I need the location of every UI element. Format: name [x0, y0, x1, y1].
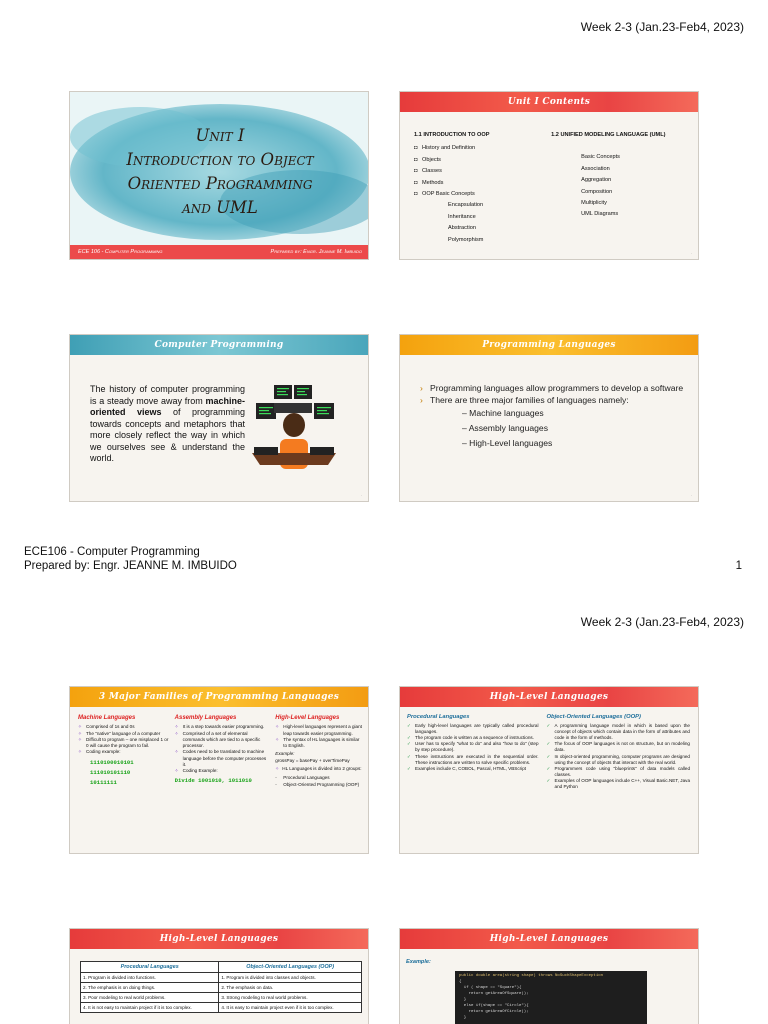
contents-subitem	[448, 223, 551, 234]
example-label: Example:	[406, 959, 431, 965]
list-item-text: The syntax of HL languages is similar to English.	[283, 736, 360, 749]
list-item-text: Basic Concepts	[581, 154, 620, 161]
procedural-item	[407, 723, 539, 735]
list-item-text: Inheritance	[448, 213, 476, 220]
list-item-text: The "native" language of a computer	[86, 730, 161, 736]
oop-item	[547, 766, 690, 778]
list-item-text: – Assembly languages	[462, 423, 548, 434]
bullet-marker: ✓	[546, 723, 551, 729]
table-row	[81, 973, 362, 983]
bullet-text: HL Languages is divided into 2 groups:	[282, 766, 362, 772]
machine-code-line: 10111111	[90, 778, 117, 786]
list-item-text: Difficult to program – one misplaced 1 or 0 will cause the program to fail.	[86, 736, 169, 749]
bullet-marker: ✓	[546, 765, 551, 771]
bullet-item: › Programming languages allow programmers to develop a software	[420, 383, 684, 393]
slide-title-band: High-Level Languages	[400, 929, 698, 949]
table-cell: 1. Program is divided into functions.	[81, 973, 219, 983]
column-heading: High-Level Languages	[275, 715, 340, 721]
contents-col-oop	[414, 130, 551, 246]
slide-footer-bar	[70, 245, 369, 259]
contents-list	[551, 152, 698, 220]
bullet-marker: ✓	[407, 723, 411, 729]
table-header-procedural: Procedural Languages	[81, 962, 219, 973]
contents-col-uml	[551, 130, 698, 246]
hl-columns	[400, 707, 698, 790]
hl-group-item	[275, 781, 362, 788]
bullet-text: Programming languages allow programmers to develop a software	[430, 383, 684, 393]
family-list	[175, 724, 270, 774]
table-header-row	[81, 962, 362, 973]
contents-item	[414, 143, 551, 154]
bullet-marker: ✓	[407, 735, 411, 741]
contents-subitem	[448, 212, 551, 223]
column-heading: Procedural Languages	[407, 714, 470, 720]
list-item-text: In object-oriented programming, computer programs are designed using the concept of objects that interact with the real world.	[554, 753, 690, 765]
family-item	[78, 749, 169, 755]
course-label: ECE 106 - Computer Programming	[78, 249, 163, 255]
slide-footer: ·	[690, 493, 692, 498]
machine-code-example	[78, 758, 169, 788]
slide-three-families	[69, 686, 369, 854]
code-line: return getAreaOfSquare();	[459, 992, 529, 996]
list-item-text: The focus of OOP languages is not on structure, but on modeling data.	[554, 741, 690, 753]
list-item-text: Abstraction	[448, 225, 476, 232]
contents-item	[414, 178, 551, 189]
contents-item	[581, 209, 698, 220]
families-columns	[70, 707, 368, 788]
oop-item	[547, 741, 690, 753]
family-item	[175, 749, 270, 768]
table-row	[81, 983, 362, 993]
slide-bullets	[420, 382, 690, 451]
list-item-text: These instructions are executed in the sequential order. These instructions are written to solve specific problems.	[415, 753, 539, 765]
table-cell: 4. It is not easy to maintain project if it is too complex.	[81, 1003, 219, 1013]
table-cell: 1. Program is divided into classes and objects.	[219, 973, 362, 983]
list-item-text: History and Definition	[422, 145, 476, 152]
list-item-text: The program code is written as a sequence of instructions.	[415, 735, 534, 741]
list-item-text: Comprised of a set of elemental commands which are tied to a specific processor.	[182, 730, 261, 749]
slide-title-band: High-Level Languages	[400, 687, 698, 707]
contents-item	[581, 187, 698, 198]
slide-programming-languages	[399, 334, 699, 502]
contents-item	[414, 155, 551, 166]
slide-title-band: Programming Languages	[400, 335, 698, 355]
list-item-text: Methods	[422, 179, 444, 186]
table-row	[81, 1003, 362, 1013]
slide-contents	[399, 91, 699, 260]
paragraph-text: The history of computer programming is a steady move away from	[90, 384, 245, 406]
code-line: return getAreaOfCircle();	[459, 1010, 529, 1014]
code-line: {	[459, 980, 462, 984]
author-label: Prepared by: Engr. Jeanne M. Imbuido	[270, 249, 362, 255]
slide-title	[69, 91, 369, 260]
contents-subitem	[448, 200, 551, 211]
slide-high-level-languages	[399, 686, 699, 854]
bullet-marker: ✧	[174, 749, 179, 755]
title-line: and UML	[182, 198, 258, 217]
list-item-text: Multiplicity	[581, 200, 607, 207]
assembly-code-example: Divide 1001010, 1011010	[174, 776, 252, 784]
list-item-text: Classes	[422, 168, 442, 175]
list-item-text: Aggregation	[581, 177, 612, 184]
table-cell: 2. The emphasis on data.	[219, 983, 362, 993]
example-text: grossPay = basePay + overTimePay	[275, 757, 350, 763]
list-item-text: Early high-level languages are typically called procedural languages.	[415, 723, 539, 735]
title-line: Unit I	[195, 126, 245, 145]
list-item-text: Examples of OOP languages include C++, Visual Basic.NET, Java and Python	[554, 777, 690, 790]
contents-item	[581, 152, 698, 163]
bullet-marker: ◘	[414, 168, 418, 175]
bullet-marker: ✧	[78, 736, 82, 742]
contents-item	[581, 198, 698, 209]
language-family-item	[462, 436, 690, 451]
table-cell: 3. Strong modeling to real world problems.	[219, 993, 362, 1003]
bullet-marker: -	[275, 775, 277, 781]
page-header: Week 2-3 (Jan.23-Feb4, 2023)	[580, 20, 744, 34]
bullet-marker: ◘	[414, 191, 418, 198]
bullet-marker: ✧	[78, 730, 82, 736]
bullet-marker: ✓	[407, 753, 411, 759]
procedural-item	[407, 754, 539, 766]
list-item-text: – Machine languages	[462, 408, 544, 419]
table-cell: 3. Poor modeling to real world problems.	[81, 993, 219, 1003]
list-item-text: Coding Example:	[182, 768, 218, 774]
section-heading: 1.2 UNIFIED MODELING LANGUAGE (UML)	[551, 132, 666, 138]
list-item-text: Examples include C, COBOL, Pascal, HTML, VBScript	[415, 765, 527, 771]
code-line: if ( shape == "Square"){	[459, 986, 522, 990]
slide-computer-programming	[69, 334, 369, 502]
hl-col-procedural	[407, 714, 539, 790]
procedural-item	[407, 766, 539, 772]
page-footer	[24, 545, 237, 573]
bullet-item: ✧ HL Languages is divided into 2 groups:	[275, 766, 362, 772]
list-item-text: Object-Oriented Programming (OOP)	[283, 782, 360, 788]
list-item-text: UML Diagrams	[581, 211, 619, 218]
oop-list	[547, 723, 690, 790]
bullet-marker: ✧	[78, 749, 82, 755]
oop-item	[547, 778, 690, 790]
table-body	[81, 973, 362, 1013]
family-col-machine	[78, 715, 169, 788]
bullet-marker: ✧	[275, 724, 280, 730]
slide-footer: ·	[690, 251, 692, 256]
table-cell: 4. It is easy to maintain project even if it is too complex.	[219, 1003, 362, 1013]
bullet-marker: ◘	[414, 179, 418, 186]
slide-title-band: 3 Major Families of Programming Languages	[70, 687, 368, 707]
comparison-table	[80, 961, 362, 1013]
slide-hl-comparison-table	[69, 928, 369, 1024]
bullet-marker: ◘	[414, 156, 418, 163]
bullet-marker: -	[275, 782, 277, 788]
family-item	[275, 737, 362, 750]
contents-item	[581, 164, 698, 175]
column-heading: Object-Oriented Languages (OOP)	[546, 714, 641, 720]
slide-paragraph	[90, 384, 245, 465]
language-family-item	[462, 406, 690, 421]
procedural-item	[407, 741, 539, 753]
bullet-marker: ✓	[407, 741, 411, 747]
hl-group-list	[275, 774, 362, 788]
list-item-text: Encapsulation	[448, 202, 484, 209]
slide-footer: ·	[360, 493, 362, 498]
code-line: else if(shape == "Circle"){	[459, 1004, 529, 1008]
contents-list	[414, 143, 551, 200]
hl-group-item	[275, 774, 362, 781]
code-block	[455, 971, 647, 1024]
list-item-text: Procedural Languages	[283, 775, 330, 781]
bullet-text: There are three major families of languages namely:	[430, 395, 629, 406]
bullet-marker: ◘	[414, 145, 418, 152]
slide-title-text	[70, 124, 369, 220]
code-line: public double area(string shape) throws NoSuchShapeException	[459, 974, 604, 978]
bullet-marker: ✧	[174, 730, 179, 736]
list-item-text: Comprised of 1s and 0s	[86, 724, 135, 730]
paragraph-bold: machine-oriented views	[90, 395, 245, 417]
slide-title-band: Unit I Contents	[400, 92, 698, 112]
family-col-assembly	[175, 715, 270, 788]
family-item	[175, 731, 270, 750]
contents-sublist	[414, 200, 551, 246]
contents-item	[414, 166, 551, 177]
family-list	[78, 724, 169, 755]
column-heading: Machine Languages	[78, 715, 136, 721]
programmer-illustration	[252, 383, 352, 483]
list-item-text: – High-Level languages	[462, 438, 553, 449]
contents-item	[581, 175, 698, 186]
list-item-text: OOP Basic Concepts	[422, 191, 475, 198]
list-item-text: A programming language model in which is based upon the concept of objects which contain data in the form of attributes and code in the form of methods.	[554, 723, 690, 741]
bullet-marker: ✓	[407, 765, 411, 771]
title-line: Introduction to Object	[126, 150, 314, 169]
bullet-marker: ✧	[78, 724, 82, 730]
contents-subitem	[448, 235, 551, 246]
list-item-text: Programmers code using "blueprints" of data models called classes.	[554, 765, 690, 777]
oop-item	[547, 754, 690, 766]
list-item-text: Polymorphism	[448, 236, 484, 243]
language-family-list	[420, 406, 690, 451]
bullet-marker: ✓	[546, 777, 551, 783]
list-item-text: Association	[581, 165, 610, 172]
oop-item	[547, 723, 690, 741]
language-family-item	[462, 421, 690, 436]
slide-title-band: Computer Programming	[70, 335, 368, 355]
page-number: 1	[735, 560, 742, 572]
family-item	[175, 768, 270, 774]
family-list	[275, 724, 362, 749]
table-row	[81, 993, 362, 1003]
list-item-text: High-level languages represent a giant leap towards easier programming.	[283, 724, 362, 736]
section-heading: 1.1 INTRODUCTION TO OOP	[414, 132, 490, 138]
contents-columns	[400, 112, 698, 246]
slide-hl-example	[399, 928, 699, 1024]
table-cell: 2. The emphasis is on doing things.	[81, 983, 219, 993]
machine-code-line: 1110100010101	[90, 758, 134, 766]
list-item-text: It is a step towards easier programming.	[182, 724, 265, 730]
bullet-marker: ✓	[546, 741, 551, 747]
procedural-list	[407, 723, 539, 772]
bullet-marker: ✧	[174, 768, 179, 774]
bullet-item: › There are three major families of languages namely:	[420, 395, 629, 406]
list-item-text: Codes need to be translated to machine language before the computer processes it.	[182, 749, 267, 768]
family-col-highlevel	[275, 715, 362, 788]
bullet-marker: ✓	[546, 753, 551, 759]
example-label: Example:	[275, 751, 295, 757]
title-line: Oriented Programming	[127, 174, 313, 193]
list-item-text: Composition	[581, 188, 613, 195]
footer-course: ECE106 - Computer Programming	[24, 546, 200, 558]
bullet-marker: ✧	[275, 736, 280, 742]
code-line: }	[459, 998, 467, 1002]
contents-item	[414, 189, 551, 200]
code-line: }	[459, 1016, 467, 1020]
family-item	[78, 737, 169, 750]
page-header: Week 2-3 (Jan.23-Feb4, 2023)	[580, 615, 744, 629]
bullet-marker: ✧	[174, 724, 179, 730]
table-header-oop: Object-Oriented Languages (OOP)	[219, 962, 362, 973]
family-item	[275, 724, 362, 737]
list-item-text: User has to specify "what to do" and also "how to do" (step by step procedure).	[415, 741, 539, 753]
footer-author: Prepared by: Engr. JEANNE M. IMBUIDO	[24, 560, 237, 572]
hl-col-oop	[547, 714, 690, 790]
column-heading: Assembly Languages	[174, 715, 237, 721]
machine-code-line: 111010101110	[90, 768, 131, 776]
slide-title-band: High-Level Languages	[70, 929, 368, 949]
list-item-text: Objects	[422, 156, 441, 163]
paragraph-text: of programming towards concepts and metaphors that more closely reflect the way in which we ourselves see & understand the world.	[90, 407, 246, 463]
list-item-text: Coding example:	[86, 749, 121, 755]
